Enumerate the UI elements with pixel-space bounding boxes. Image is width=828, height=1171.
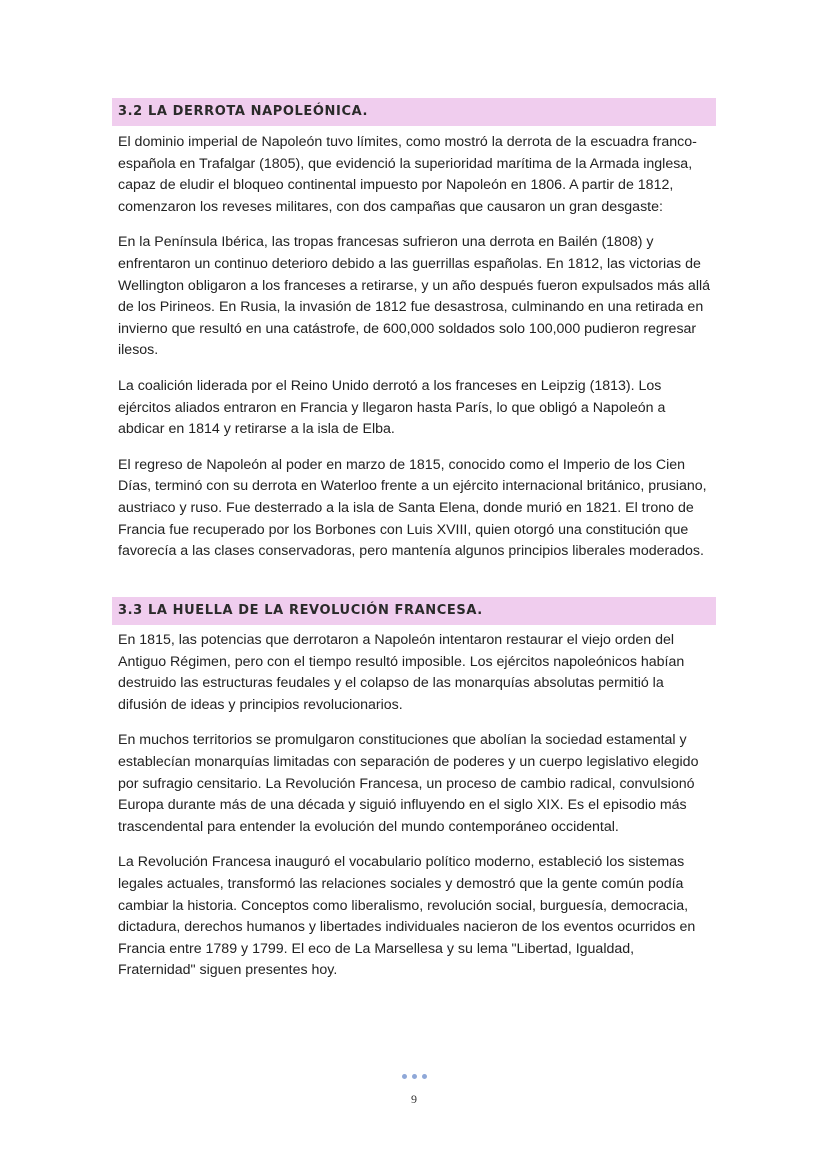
paragraph: En muchos territorios se promulgaron constituciones que abolían la sociedad estamental y establecían monarquías limitadas con separación de poderes y un cuerpo legislativo elegido por sufragio censitario. La Revolución Francesa, un proceso de cambio radical, convulsionó Europa durante más de una década y siguió influyendo en el siglo XIX. Es el episodio más trascendental para entender la evolución del mundo contemporáneo occidental. xyxy=(118,732,699,835)
section-3-3 xyxy=(112,597,716,982)
paragraph: En 1815, las potencias que derrotaron a Napoleón intentaron restaurar el viejo orden del Antiguo Régimen, pero con el tiempo resultó imposible. Los ejércitos napoleónicos habían destruido las estructuras feudales y el colapso de las monarquías absolutas permitió la difusión de ideas y principios revolucionarios. xyxy=(118,632,685,713)
paragraph: En la Península Ibérica, las tropas francesas sufrieron una derrota en Bailén (1808) y enfrentaron un continuo deterioro debido a las guerrillas españolas. En 1812, las victorias de Wellington obligaron a los franceses a retirarse, y un año después fueron expulsados más allá de los Pirineos. En Rusia, la invasión de 1812 fue desastrosa, culminando en una retirada en invierno que resultó en una catástrofe, de 600,000 soldados solo 100,000 pudieron regresar ilesos. xyxy=(118,234,711,359)
dot-icon xyxy=(402,1074,407,1079)
section-3-2 xyxy=(112,98,716,563)
paragraph: El dominio imperial de Napoleón tuvo límites, como mostró la derrota de la escuadra franco-española en Trafalgar (1805), que evidenció la superioridad marítima de la Armada inglesa, capaz de eludir el bloqueo continental impuesto por Napoleón en 1806. A partir de 1812, comenzaron los reveses militares, con dos campañas que causaron un gran desgaste: xyxy=(118,134,697,215)
dot-icon xyxy=(412,1074,417,1079)
section-heading: 3.2 LA DERROTA NAPOLEÓNICA. xyxy=(112,98,716,126)
paragraph: La coalición liderada por el Reino Unido derrotó a los franceses en Leipzig (1813). Los ejércitos aliados entraron en Francia y llegaron hasta París, lo que obligó a Napoleón a abdicar en 1814 y retirarse a la isla de Elba. xyxy=(118,377,666,438)
section-heading: 3.3 LA HUELLA DE LA REVOLUCIÓN FRANCESA. xyxy=(112,597,716,625)
section-body xyxy=(112,132,716,563)
section-body xyxy=(112,630,716,982)
paragraph: La Revolución Francesa inauguró el vocabulario político moderno, estableció los sistemas legales actuales, transformó las relaciones sociales y demostró que la gente común podía cambiar la historia. Conceptos como liberalismo, revolución social, burguesía, democracia, dictadura, derechos humanos y libertades individuales nacieron de los eventos ocurridos en Francia entre 1789 y 1799. El eco de La Marsellesa y su lema "Libertad, Igualdad, Fraternidad" siguen presentes hoy. xyxy=(118,854,696,979)
paragraph: El regreso de Napoleón al poder en marzo de 1815, conocido como el Imperio de los Cien Días, terminó con su derrota en Waterloo frente a un ejército internacional británico, prusiano, austriaco y ruso. Fue desterrado a la isla de Santa Elena, donde murió en 1821. El trono de Francia fue recuperado por los Borbones con Luis XVIII, quien otorgó una constitución que favorecía a las clases conservadoras, pero mantenía algunos principios liberales moderados. xyxy=(118,456,707,560)
dot-icon xyxy=(422,1074,427,1079)
page-number: 9 xyxy=(411,1092,417,1106)
footer-dots xyxy=(0,1074,828,1079)
